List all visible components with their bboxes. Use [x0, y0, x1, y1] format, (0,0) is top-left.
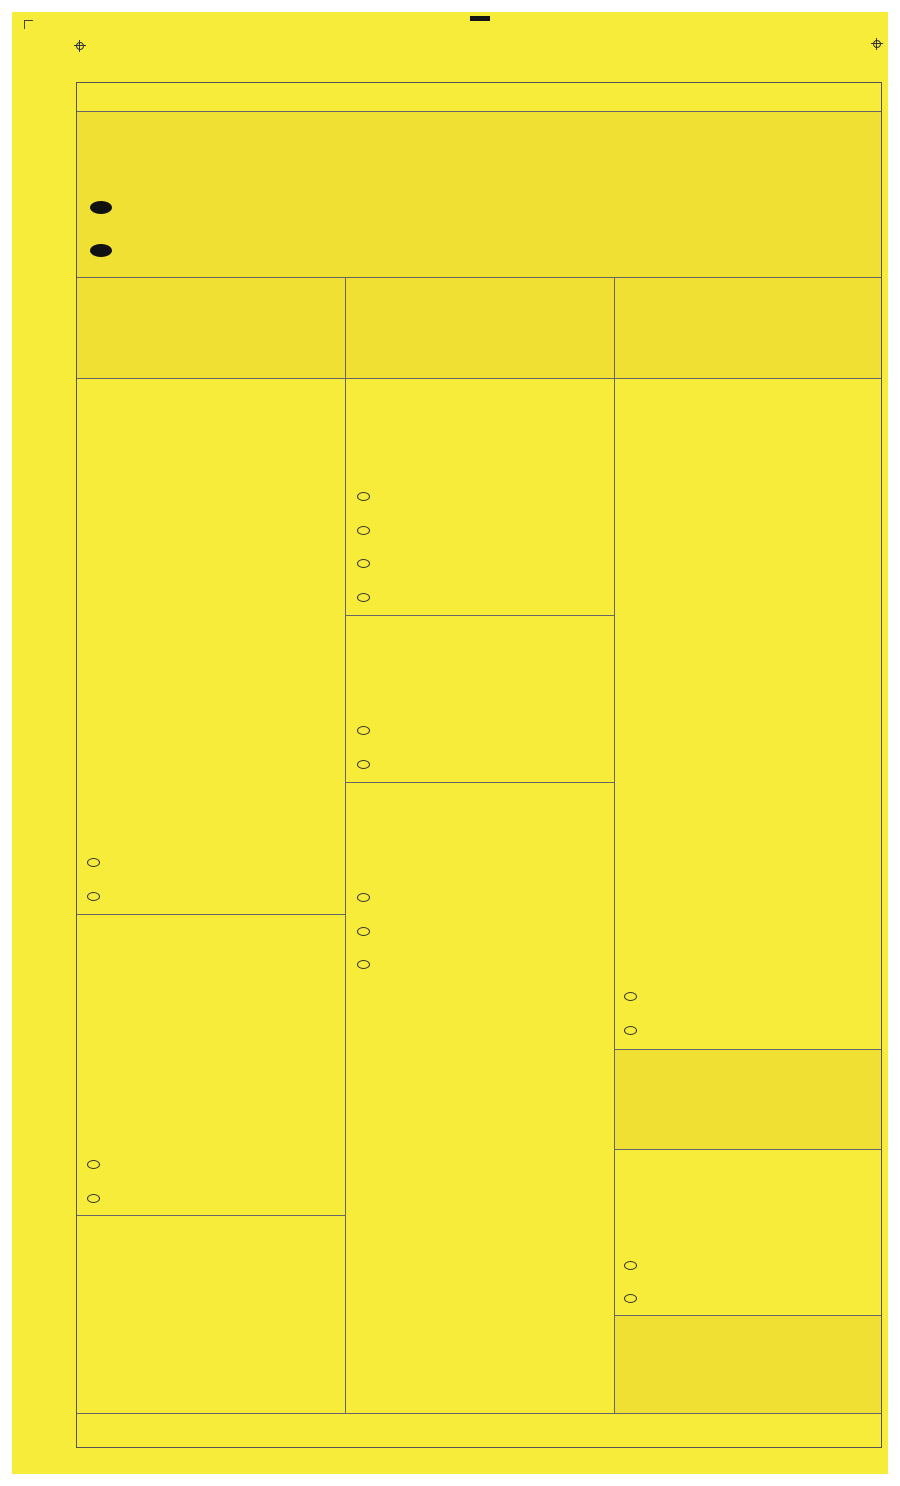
registration-crosshair-icon [871, 38, 883, 50]
nota-de-instruccion [87, 243, 877, 258]
candidate-option[interactable] [357, 555, 382, 571]
candidate-option[interactable] [624, 1290, 649, 1306]
vote-oval-icon[interactable] [624, 1261, 637, 1270]
vote-oval-icon[interactable] [87, 858, 100, 867]
vote-oval-icon[interactable] [357, 726, 370, 735]
isd-header-shade [614, 1049, 881, 1149]
vote-oval-icon[interactable] [624, 1026, 637, 1035]
filled-oval-icon [90, 201, 112, 214]
vote-oval-icon[interactable] [357, 492, 370, 501]
prop2-against-option[interactable] [87, 1190, 112, 1206]
filled-oval-icon [90, 244, 112, 257]
candidate-option[interactable] [357, 522, 382, 538]
vote-oval-icon[interactable] [357, 593, 370, 602]
prop2-for-option[interactable] [87, 1156, 112, 1172]
vote-oval-icon[interactable] [357, 559, 370, 568]
vote-oval-icon[interactable] [87, 1194, 100, 1203]
vote-oval-icon[interactable] [624, 1294, 637, 1303]
candidate-option[interactable] [357, 889, 382, 905]
vote-oval-icon[interactable] [87, 892, 100, 901]
corner-mark [24, 20, 33, 29]
propA-against-option[interactable] [624, 1022, 649, 1038]
candidate-option[interactable] [357, 722, 382, 738]
vote-oval-icon[interactable] [357, 526, 370, 535]
vote-oval-icon[interactable] [357, 960, 370, 969]
vote-oval-icon[interactable] [357, 927, 370, 936]
board-race-header [614, 1159, 881, 1174]
propA-for-option[interactable] [624, 988, 649, 1004]
ballot-body [76, 82, 882, 1448]
council-district1-race-header [345, 792, 614, 807]
mayor-race-header [345, 391, 614, 406]
instruction-note [87, 200, 867, 215]
top-center-mark [470, 16, 490, 21]
column-header-shade [77, 277, 881, 378]
vote-oval-icon[interactable] [357, 893, 370, 902]
candidate-option[interactable] [357, 756, 382, 772]
vote-oval-icon[interactable] [87, 1160, 100, 1169]
vote-both-shade [614, 1315, 881, 1413]
candidate-option[interactable] [624, 1257, 649, 1273]
vote-oval-icon[interactable] [357, 760, 370, 769]
candidate-option[interactable] [357, 923, 382, 939]
prop1-for-option[interactable] [87, 854, 112, 870]
candidate-option[interactable] [357, 488, 382, 504]
vote-oval-icon[interactable] [624, 992, 637, 1001]
council-c-race-header [345, 625, 614, 640]
registration-crosshair-icon [74, 40, 86, 52]
prop1-against-option[interactable] [87, 888, 112, 904]
candidate-option[interactable] [357, 956, 382, 972]
candidate-option[interactable] [357, 589, 382, 605]
